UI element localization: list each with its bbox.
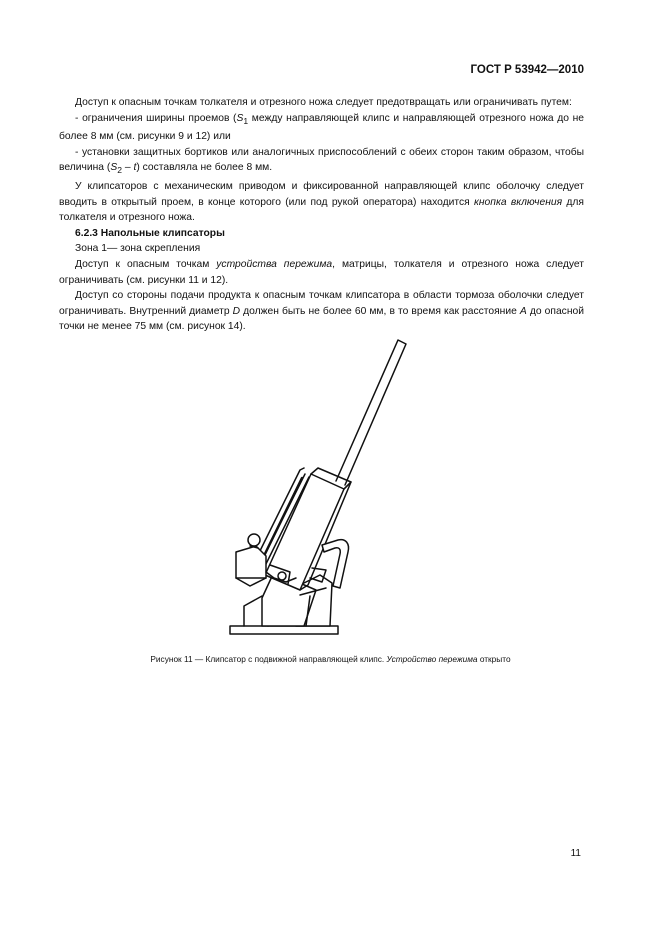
p4-text-b: для толкателя и отрезного ножа. [59, 196, 584, 224]
p6-text-b: должен быть не более 60 мм, в то время как расстояние [240, 305, 520, 317]
knob [248, 534, 260, 546]
caption-text-a: Рисунок 11 — Клипсатор с подвижной направляющей клипс. [150, 654, 387, 664]
p5-text-a: Доступ к опасным точкам [75, 259, 217, 271]
pivot-pin [278, 572, 286, 580]
var-a: A [519, 305, 527, 317]
paragraph-guards [59, 145, 584, 179]
paragraph-clamp-access [59, 257, 584, 288]
var-d: D [232, 305, 241, 317]
p5-text-b: , матрицы, толкателя и отрезного ножа следует ограничивать (см. рисунки 11 и 12). [59, 259, 584, 286]
var-s: S [236, 112, 244, 124]
paragraph-zone: Зона 1— зона скрепления [75, 243, 201, 255]
paragraph-access-pusher: Доступ к опасным точкам толкателя и отрезного ножа следует предотвращать или ограничивать путем: [75, 97, 572, 108]
p3-text-b: ) составляла не более 8 мм. [136, 162, 273, 174]
p6-text-c: до опасной точки не менее 75 мм (см. рисунок 14). [59, 305, 584, 333]
paragraph-mechanical-drive [59, 179, 584, 226]
clipper-drawing [0, 300, 661, 650]
paragraph-width-limit [59, 111, 584, 145]
section-heading: 6.2.3 Напольные клипсаторы [75, 227, 225, 239]
p6-text-a: Доступ со стороны подачи продукта к опасным точкам клипсатора в области тормоза оболочки следует ограничивать. Внутренний диаметр [59, 290, 584, 317]
caption-italic: Устройство пережима [386, 654, 478, 664]
minus-sign: – [121, 162, 134, 174]
caption-text-b: открыто [477, 654, 511, 664]
p2-text-a: - ограничения ширины проемов ( [75, 112, 237, 124]
page-number: 11 [570, 848, 581, 859]
base-plate [230, 626, 338, 634]
p3-text-a: - установки защитных бортиков или аналогичных приспособлений с обеих сторон таким образом, чтобы величина ( [59, 146, 584, 174]
var-s2: S [110, 162, 118, 174]
figure-caption [0, 654, 661, 664]
p4-italic: кнопка включения [474, 196, 563, 208]
body-text [59, 95, 584, 335]
p4-text-a: У клипсаторов с механическим приводом и фиксированной направляющей клипс оболочку следует вводить в открытый проем, в конце которого (или под рукой оператора) находится [59, 181, 584, 208]
var-t: t [133, 162, 137, 174]
p5-italic: устройства пережима [216, 259, 333, 271]
rod [336, 340, 406, 485]
sub-1: 1 [243, 115, 249, 126]
left-block [236, 546, 266, 586]
p2-text-b: между направляющей клипс и направляющей отрезного ножа до не более 8 мм (см. рисунки 9 и 12) или [59, 112, 584, 143]
document-header: ГОСТ Р 53942—2010 [470, 64, 584, 76]
sub-2: 2 [117, 165, 122, 176]
